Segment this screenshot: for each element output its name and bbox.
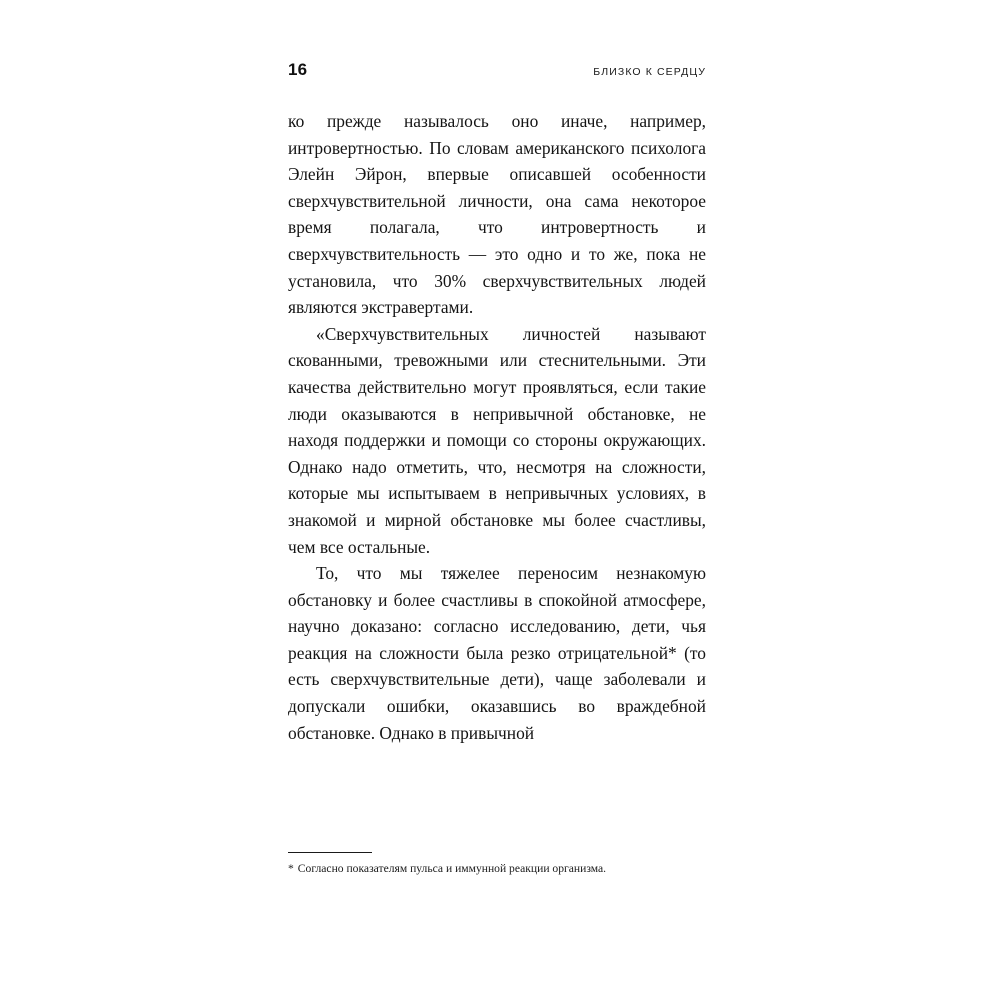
book-title-header: БЛИЗКО К СЕРДЦУ [593,66,706,78]
paragraph: То, что мы тяжелее переносим незнакомую обстановку и более счастливы в спокойной атмосфере, научно доказано: согласно исследованию, дети, чья реакция на сложности была резко отрицательной* (то есть сверхчувствительные дети), чаще заболевали и допускали ошибки, оказавшись во враждебной обстановке. Однако в привычной [288,563,706,743]
footnote-text: Согласно показателям пульса и иммунной реакции организма. [297,862,607,875]
body-text [288,108,706,746]
footnote-area [288,852,706,878]
text-column [288,60,706,746]
footnote-separator [288,852,372,853]
footnote-marker: * [288,862,294,875]
footnote [288,861,706,878]
running-head [288,60,706,86]
page-number: 16 [288,60,308,79]
paragraph: «Сверхчувствительных личностей называют скованными, тревожными или стеснительными. Эти качества действительно могут проявляться, если такие люди оказываются в непривычной обстановке, не находя поддержки и помощи со стороны окружающих. Однако надо отметить, что, несмотря на сложности, которые мы испытываем в непривычных условиях, в знакомой и мирной обстановке мы более счастливы, чем все остальные. [288,323,706,557]
paragraph: ко прежде называлось оно иначе, например, интровертностью. По словам американского психолога Элейн Эйрон, впервые описавшей особенности сверхчувствительной личности, она сама некоторое время полагала, что интровертность и сверхчувствительность — это одно и то же, пока не установила, что 30% сверхчувствительных людей являются экстравертами. [288,111,706,318]
